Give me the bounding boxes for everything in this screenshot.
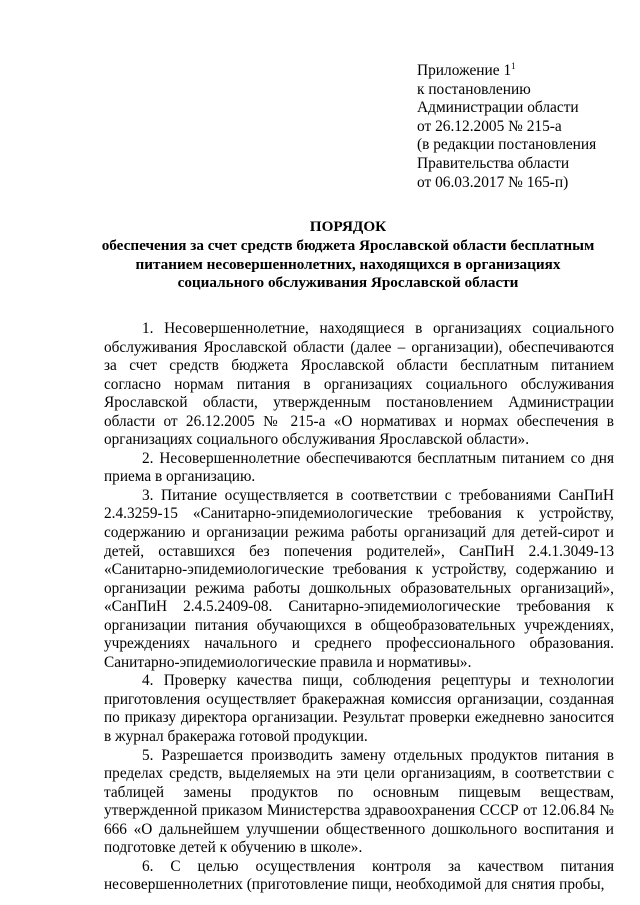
title-heading: ПОРЯДОК (309, 218, 387, 235)
appendix-line-5: (в редакции постановления (417, 136, 597, 154)
paragraph-4: 4. Проверку качества пищи, соблюдения рецептуры и технологии приготовления осуществляет бракеражная комиссия организации, созданная по приказу директора организации. Результат проверки ежедневно заносится в журнал бракеража готовой продукции. (104, 672, 614, 746)
appendix-line-1 (417, 62, 627, 81)
paragraph-6: 6. С целью осуществления контроля за качеством питания несовершеннолетних (приготовление пищи, необходимой для снятия пробы, (104, 857, 614, 894)
paragraph-5: 5. Разрешается производить замену отдельных продуктов питания в пределах средств, выделяемых на эти цели организациям, в соответствии с таблицей замены продуктов по основным пищевым веществам, утвержденной приказом Министерства здравоохранения СССР от 12.06.84 № 666 «О дальнейшем улучшении общественного дошкольного воспитания и подготовке детей к обучению в школе». (104, 746, 614, 857)
paragraph-1: 1. Несовершеннолетние, находящиеся в организациях социального обслуживания Ярославской области (далее – организации), обеспечиваются за счет средств бюджета Ярославской области бесплатным питанием согласно нормам питания в организациях социального обслуживания Ярославской области, утвержденным постановлением Администрации области от 26.12.2005 № 215-а «О нормативах и нормах обеспечения в организациях социального обслуживания Ярославской области». (104, 320, 614, 449)
appendix-line-4: от 26.12.2005 № 215-а (417, 117, 562, 135)
paragraph-3: 3. Питание осуществляется в соответствии с требованиями СанПиН 2.4.3259-15 «Санитарно-эпидемиологические требования к устройству, содержанию и организации режима работы организаций для детей-сирот и детей, оставшихся без попечения родителей», СанПиН 2.4.1.3049-13 «Санитарно-эпидемиологические требования к устройству, содержанию и организации режима работы дошкольных образовательных организаций», «СанПиН 2.4.5.2409-08. Санитарно-эпидемиологические требования к организации питания обучающихся в общеобразовательных учреждениях, учреждениях начального и среднего профессионального образования. Санитарно-эпидемиологические правила и нормативы». (104, 486, 614, 671)
appendix-number: Приложение 1 (417, 62, 512, 79)
appendix-line-7: от 06.03.2017 № 165-п) (417, 173, 569, 191)
paragraph-2: 2. Несовершеннолетние обеспечиваются бесплатным питанием со дня приема в организацию. (104, 449, 614, 486)
appendix-line-2: к постановлению (417, 80, 531, 98)
appendix-line-3: Администрации области (417, 99, 579, 117)
title-line-3: социального обслуживания Ярославской области (177, 273, 519, 291)
title-line-2: питанием несовершеннолетних, находящихся в организациях (135, 255, 561, 273)
appendix-superscript: 1 (511, 61, 516, 71)
document-title (90, 218, 606, 292)
title-line-1: обеспечения за счет средств бюджета Ярославской области бесплатным (101, 237, 595, 255)
appendix-line-6: Правительства области (417, 154, 570, 172)
appendix-header (417, 62, 627, 192)
document-body (104, 320, 614, 895)
